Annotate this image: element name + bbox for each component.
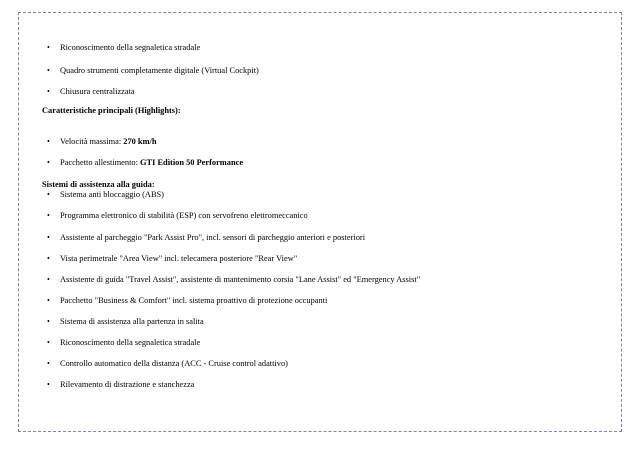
highlight-value: 270 km/h (123, 137, 157, 146)
list-item (47, 211, 308, 221)
highlight-label: Velocità massima: (60, 137, 124, 146)
bullet-icon: • (47, 275, 50, 284)
highlight-label: Pacchetto allestimento: (60, 158, 141, 167)
bullet-icon: • (47, 254, 50, 263)
list-item-text: Vista perimetrale "Area View" incl. telecamera posteriore "Rear View" (60, 254, 298, 263)
bullet-icon: • (47, 43, 50, 52)
list-item-text: Programma elettronico di stabilità (ESP) con servofreno elettromeccanico (60, 211, 308, 220)
bullet-icon: • (47, 380, 50, 389)
list-item-text: Sistema anti bloccaggio (ABS) (60, 190, 164, 199)
list-item (47, 359, 288, 369)
list-item-text: Riconoscimento della segnaletica stradale (60, 43, 201, 52)
bullet-icon: • (47, 66, 50, 75)
list-item-text: Chiusura centralizzata (60, 87, 135, 96)
highlight-value: GTI Edition 50 Performance (140, 158, 244, 167)
list-item (47, 233, 366, 243)
bullet-icon: • (47, 190, 50, 199)
bullet-icon: • (47, 359, 50, 368)
list-item (47, 338, 201, 348)
list-item-text: Controllo automatico della distanza (ACC - Cruise control adattivo) (60, 359, 288, 368)
list-item (47, 380, 195, 390)
list-item (47, 158, 244, 168)
list-item (47, 190, 164, 200)
list-item-text: Assistente di guida "Travel Assist", assistente di mantenimento corsia "Lane Assist" ed "Emergency Assist" (60, 275, 421, 284)
list-item (47, 296, 328, 306)
list-item-text: Sistema di assistenza alla partenza in salita (60, 317, 204, 326)
highlights-heading: Caratteristiche principali (Highlights): (42, 106, 181, 115)
list-item-text: Quadro strumenti completamente digitale (Virtual Cockpit) (60, 66, 259, 75)
bullet-icon: • (47, 158, 50, 167)
list-item-text: Pacchetto "Business & Comfort" incl. sistema proattivo di protezione occupanti (60, 296, 328, 305)
bullet-icon: • (47, 338, 50, 347)
list-item (47, 254, 298, 264)
list-item-text: Rilevamento di distrazione e stanchezza (60, 380, 195, 389)
list-item (47, 87, 135, 97)
list-item-text: Riconoscimento della segnaletica stradale (60, 338, 201, 347)
bullet-icon: • (47, 233, 50, 242)
bullet-icon: • (47, 296, 50, 305)
list-item-text: Assistente al parcheggio "Park Assist Pro", incl. sensori di parcheggio anteriori e posteriori (60, 233, 366, 242)
bullet-icon: • (47, 137, 50, 146)
list-item (47, 275, 421, 285)
list-item (47, 317, 204, 327)
bullet-icon: • (47, 317, 50, 326)
assist-heading: Sistemi di assistenza alla guida: (42, 180, 155, 189)
bullet-icon: • (47, 87, 50, 96)
list-item (47, 137, 157, 147)
list-item (47, 66, 259, 76)
bullet-icon: • (47, 211, 50, 220)
list-item (47, 43, 201, 53)
